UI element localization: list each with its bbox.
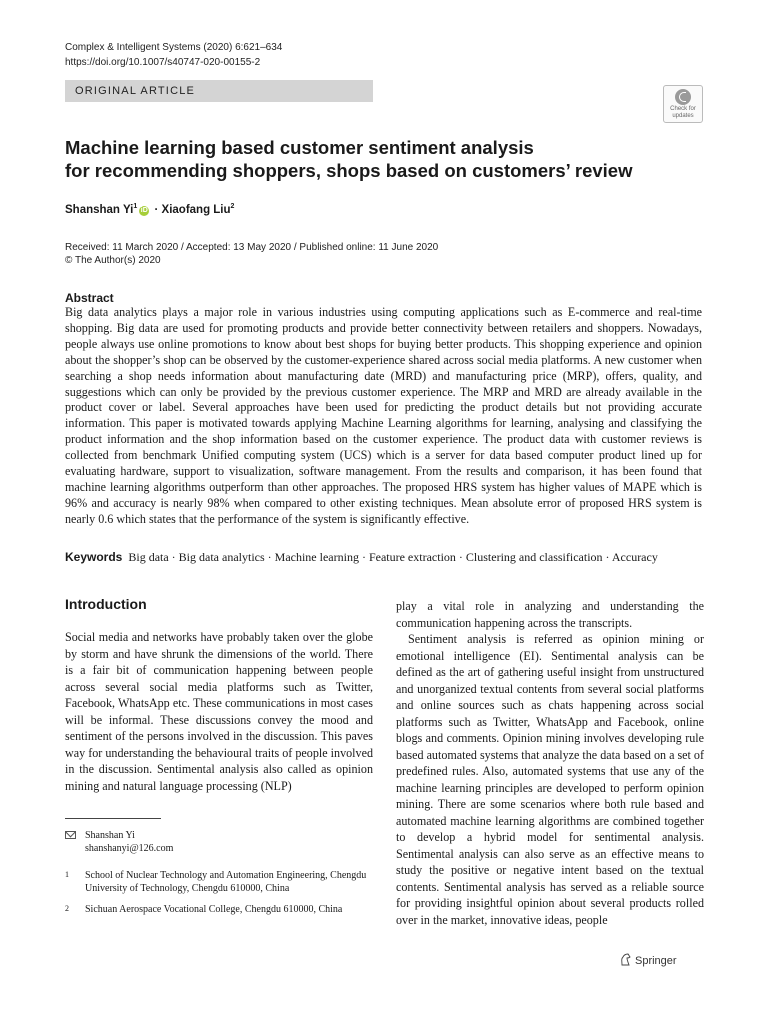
corresponding-name: Shanshan Yi	[85, 830, 135, 841]
footnote-1-affiliation: School of Nuclear Technology and Automation Engineering, Chengdu University of Technology, Chengdu 610000, China	[85, 870, 367, 894]
intro-paragraph: Social media and networks have probably taken over the globe by storm and have shrunk the dimensions of the world. There is a fair bit of communication happening between people across several social media platforms such as Twitter, Facebook, WhatsApp etc. These communications in most cases will be informal. These discussions convey the mood and sentiment of the persons involved in the discussion. This paves way for understanding the behavioural traits of people involved in the discussion. Sentimental analysis also called as opinion mining and natural language processing (NLP)	[65, 630, 373, 793]
keywords-list: Big data · Big data analytics · Machine learning · Feature extraction · Clustering and classification · Accuracy	[128, 550, 658, 564]
intro-left-column	[65, 629, 373, 794]
publisher-logo	[620, 953, 677, 967]
author-1-affiliation: 1	[133, 203, 138, 210]
footnote-1-number: 1	[65, 870, 69, 879]
date-line: Received: 11 March 2020 / Accepted: 13 May 2020 / Published online: 11 June 2020	[65, 242, 439, 253]
intro-paragraph: play a vital role in analyzing and understanding the communication happening across the transcripts.	[396, 599, 704, 630]
author-separator: ·	[151, 203, 162, 216]
abstract-text: Big data analytics plays a major role in various industries using computing applications such as E-commerce and real-time shopping. Big data are used for promoting products and provide better connectivity between retailers and shoppers. Nowadays, people always use online promotions to know about best shops for buying better products. This shopping experience and opinion about the shopper’s shop can be observed by the customer-experience shared across social media platforms. A new customer when searching a shop needs information about manufacturing date (MRD) and manufacturing price (MRP), offers, quality, and suggestions which can only be provided by the previous customer experience. The MRP and MRD are already available in the product cover or label. Several approaches have been used for predicting the product details but not providing accurate information. This paper is motivated towards applying Machine Learning algorithms for learning, analysing and classifying the product information and the shop information based on the customer experience. The product data with customer reviews is collected from benchmark Unified computing system (UCS) which is a server for data based computer product lined up for evaluating hardware, support to visualization, software management. From the results and comparison, it has been found that machine learning algorithms outperform than other approaches. The proposed HRS system has higher values of MAPE which is 96% and accuracy is nearly 98% when compared to other existing techniques. Mean absolute error of proposed HRS system is nearly 0.6 which states that the performance of the system is significantly effective.	[65, 305, 702, 526]
publication-dates	[65, 241, 438, 267]
title-line-2: for recommending shoppers, shops based on customers’ review	[65, 160, 633, 181]
footnote-2-affiliation: Sichuan Aerospace Vocational College, Chengdu 610000, China	[85, 904, 343, 915]
author-2-affiliation: 2	[230, 203, 235, 210]
footnote-divider	[65, 818, 161, 819]
corresponding-author	[85, 829, 173, 855]
title-line-1: Machine learning based customer sentiment analysis	[65, 137, 534, 158]
check-for-updates-badge[interactable]	[663, 85, 703, 123]
paper-title	[65, 136, 685, 182]
intro-paragraph: Sentiment analysis is referred as opinion mining or emotional intelligence (EI). Sentimental analysis can be defined as the art of gathering useful insight from unstructured and unorganized textual contents from several social platforms and online sources such as chats happening across social platforms such as Twitter, WhatsApp and Facebook, online blogs and comments. Opinion mining involves developing rule based automated systems that analyze the data based on a set of predefined rules. Also, automated systems that use any of the machine learning principles are developed to perform opinion mining. There are some scenarios where both rule based and automated machine learning algorithms are combined together to develop a hybrid model for sentimental analysis. Sentimental analysis can also serve as an effective means to study the positive or negative intent based on the textual contents. Sentimental analysis has served as a reliable source for providing insightful opinion about several products rolled over in the market, innovative ideas, people	[396, 632, 704, 927]
springer-horse-icon	[620, 953, 631, 966]
doi-link[interactable]: https://doi.org/10.1007/s40747-020-00155-2	[65, 57, 261, 68]
article-type-banner: ORIGINAL ARTICLE	[65, 80, 373, 102]
intro-right-column	[396, 598, 704, 928]
copyright-line: © The Author(s) 2020	[65, 255, 161, 266]
author-1[interactable]: Shanshan Yi	[65, 203, 134, 216]
keywords-label: Keywords	[65, 550, 123, 564]
keywords	[65, 549, 705, 565]
publisher-name: Springer	[635, 955, 677, 967]
journal-citation	[65, 40, 282, 70]
badge-label: Check for updates	[670, 106, 696, 119]
corresponding-email[interactable]: shanshanyi@126.com	[85, 843, 174, 854]
orcid-icon[interactable]: iD	[140, 206, 148, 214]
envelope-icon	[65, 831, 76, 839]
journal-line: Complex & Intelligent Systems (2020) 6:621–634	[65, 42, 283, 53]
introduction-heading: Introduction	[65, 596, 147, 612]
author-list	[65, 203, 234, 216]
author-2[interactable]: Xiaofang Liu	[161, 203, 231, 216]
check-updates-icon	[675, 89, 691, 105]
footnote-2-number: 2	[65, 904, 69, 913]
abstract-heading: Abstract	[65, 291, 114, 305]
